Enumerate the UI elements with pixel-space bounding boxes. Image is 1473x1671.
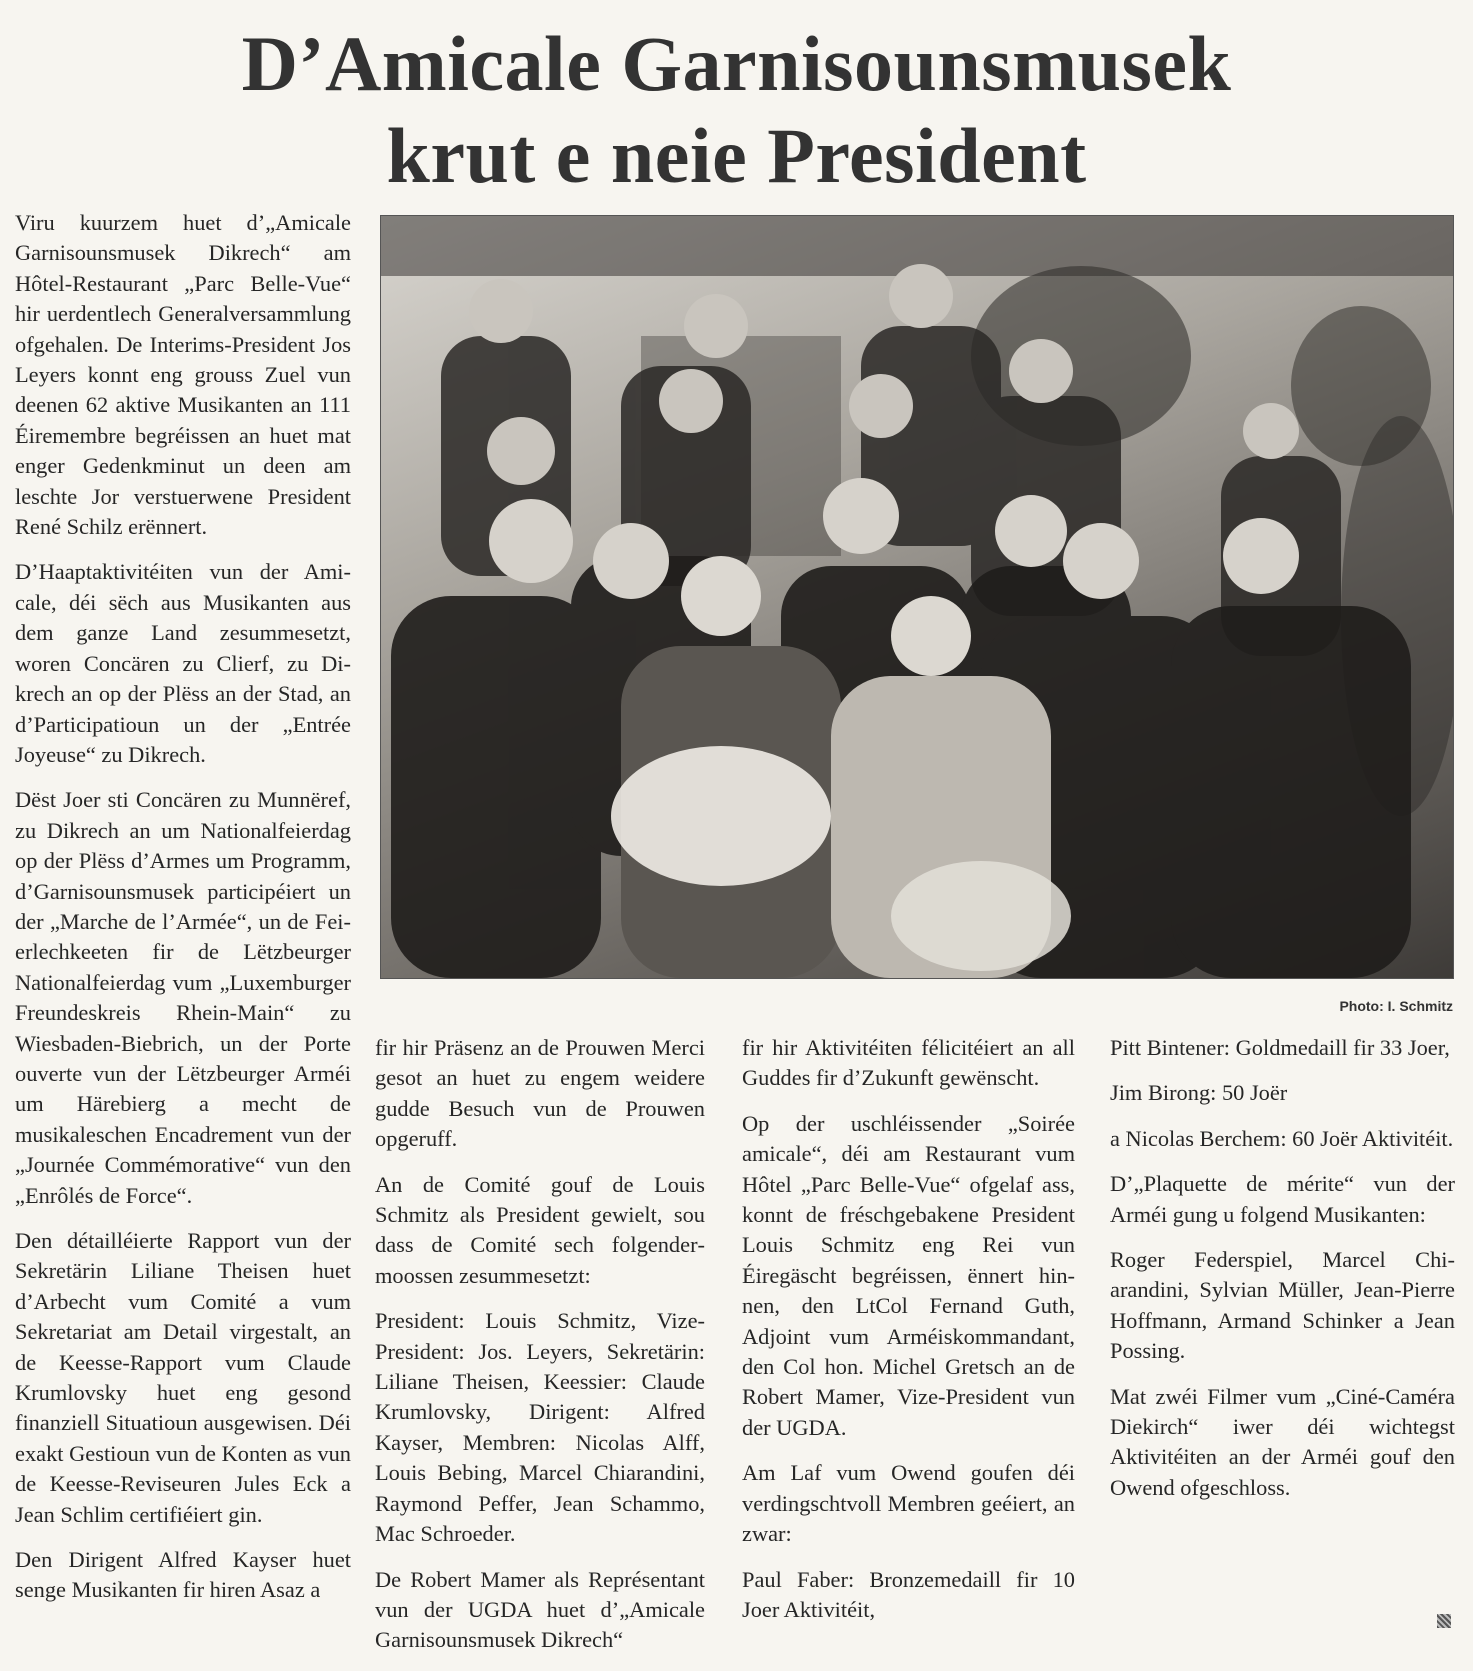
headline-line-1: D’Amicale Garnisounsmusek xyxy=(241,20,1232,107)
paragraph: Am Laf vum Owend goufen déi verdingschtvoll Membren geéiert, an zwar: xyxy=(742,1460,1075,1547)
paragraph: Pitt Bintener: Goldmedaill fir 33 Joer, xyxy=(1110,1035,1450,1060)
paragraph: Roger Federspiel, Marcel Chiarandini, Sylvian Müller, Jean-Pierre Hoffmann, Armand Schinker a Jean Possing. xyxy=(1110,1247,1455,1364)
paragraph: D’Haaptaktivitéiten vun der Amicale, déi sëch aus Musikanten aus dem ganze Land zesummesetzt, woren Concären zu Clierf, zu Dikrech an op der Plëss an der Stad, an d’Participatioun un der „Entrée Joyeuse“ zu Dikrech. xyxy=(15,559,351,767)
paragraph: Viru kuurzem huet d’„Amicale Garnisounsmusek Dikrech“ am Hôtel-Restaurant „Parc Belle-Vue“ hir uerdentlech Generalversammlung ofgehalen. De Interims-President Jos Leyers konnt eng grouss Zuel vun deenen 62 aktive Musikanten an 111 Éiremembre begréissen an huet mat enger Gedenkminut un deen am leschte Jor verstuerwene President René Schilz erënnert. xyxy=(15,210,351,540)
article-headline xyxy=(0,18,1473,202)
paragraph: Den Dirigent Alfred Kayser huet senge Musikanten fir hiren Asaz a xyxy=(15,1547,351,1603)
text-column-2 xyxy=(375,1033,705,1671)
end-of-article-mark xyxy=(1437,1614,1451,1628)
group-photo xyxy=(380,215,1454,979)
paragraph: President: Louis Schmitz, Vize-President: Jos. Leyers, Sekretärin: Liliane Theisen, Keessier: Claude Krumlovsky, Dirigent: Alfred Kayser, Membren: Nicolas Alff, Louis Bebing, Marcel Chiarandini, Raymond Peffer, Jean Schammo, Mac Schroeder. xyxy=(375,1308,705,1547)
paragraph: Dëst Joer sti Concären zu Munnëref, zu Dikrech an um Nationalfeierdag op der Plëss d’Armes um Programm, d’Garnisounsmusek participéiert un der „Marche de l’Armée“, un de Feierlechkeeten fir de Lëtzbeurger Nationalfeierdag vum „Luxemburger Freundeskreis Rhein-Main“ zu Wiesbaden-Biebrich, un der Porte ouverte vun der Lëtzbeurger Arméi um Härebierg a mecht de musikaleschen Encadrement vun der „Journée Commémorative“ vun den „Enrôlés de Force“. xyxy=(15,787,351,1208)
paragraph: Paul Faber: Bronzemedaill fir 10 Joer Aktivitéit, xyxy=(742,1566,1075,1622)
paragraph: Mat zwéi Filmer vum „Ciné-Caméra Diekirch“ iwer déi wichtegst Aktivitéiten an der Arméi gouf den Owend ofgeschloss. xyxy=(1110,1383,1455,1500)
paragraph: An de Comité gouf de Louis Schmitz als President gewielt, sou dass de Comité sech folgendermoossen zesummesetzt: xyxy=(375,1171,705,1288)
group-photo-illustration xyxy=(381,216,1453,978)
text-column-1 xyxy=(15,208,351,1621)
photo-credit: Photo: I. Schmitz xyxy=(1339,998,1453,1014)
paragraph: D’„Plaquette de mérite“ vun der Arméi gung u folgend Musikanten: xyxy=(1110,1171,1455,1227)
paragraph: Op der uschléissender „Soirée amicale“, déi am Restaurant vum Hôtel „Parc Belle-Vue“ ofgelaf ass, konnt de fréschgebakene President Louis Schmitz eng Rei vun Éiregäscht begréissen, ënnert hinnen, den LtCol Fernand Guth, Adjoint vum Arméiskommandant, den Col hon. Michel Gretsch an de Robert Mamer, Vize-President vun der UGDA. xyxy=(742,1110,1075,1440)
text-column-4 xyxy=(1110,1033,1455,1518)
paragraph: a Nicolas Berchem: 60 Joër Aktivitéit. xyxy=(1110,1125,1454,1151)
paragraph: fir hir Präsenz an de Prouwen Merci gesot an huet zu engem weidere gudde Besuch vun de Prouwen opgeruff. xyxy=(375,1035,705,1152)
headline-line-2: krut e neie President xyxy=(386,112,1087,199)
paragraph: Jim Birong: 50 Joër xyxy=(1110,1080,1288,1106)
paragraph: De Robert Mamer als Représentant vun der UGDA huet d’„Amicale Garnisounsmusek Dikrech“ xyxy=(375,1566,705,1653)
paragraph: fir hir Aktivitéiten félicitéiert an all Guddes fir d’Zukunft gewënscht. xyxy=(742,1035,1075,1091)
paragraph: Den détailléierte Rapport vun der Sekretärin Liliane Theisen huet d’Arbecht vum Comité a vum Sekretariat am Detail virgestalt, an de Keesse-Rapport vum Claude Krumlovsky huet eng gesond finanziell Situatioun ausgewisen. Déi exakt Gestioun vun de Konten as vun de Keesse-Reviseuren Jules Eck a Jean Schlim certifiéiert gin. xyxy=(15,1228,351,1527)
text-column-3 xyxy=(742,1033,1075,1640)
